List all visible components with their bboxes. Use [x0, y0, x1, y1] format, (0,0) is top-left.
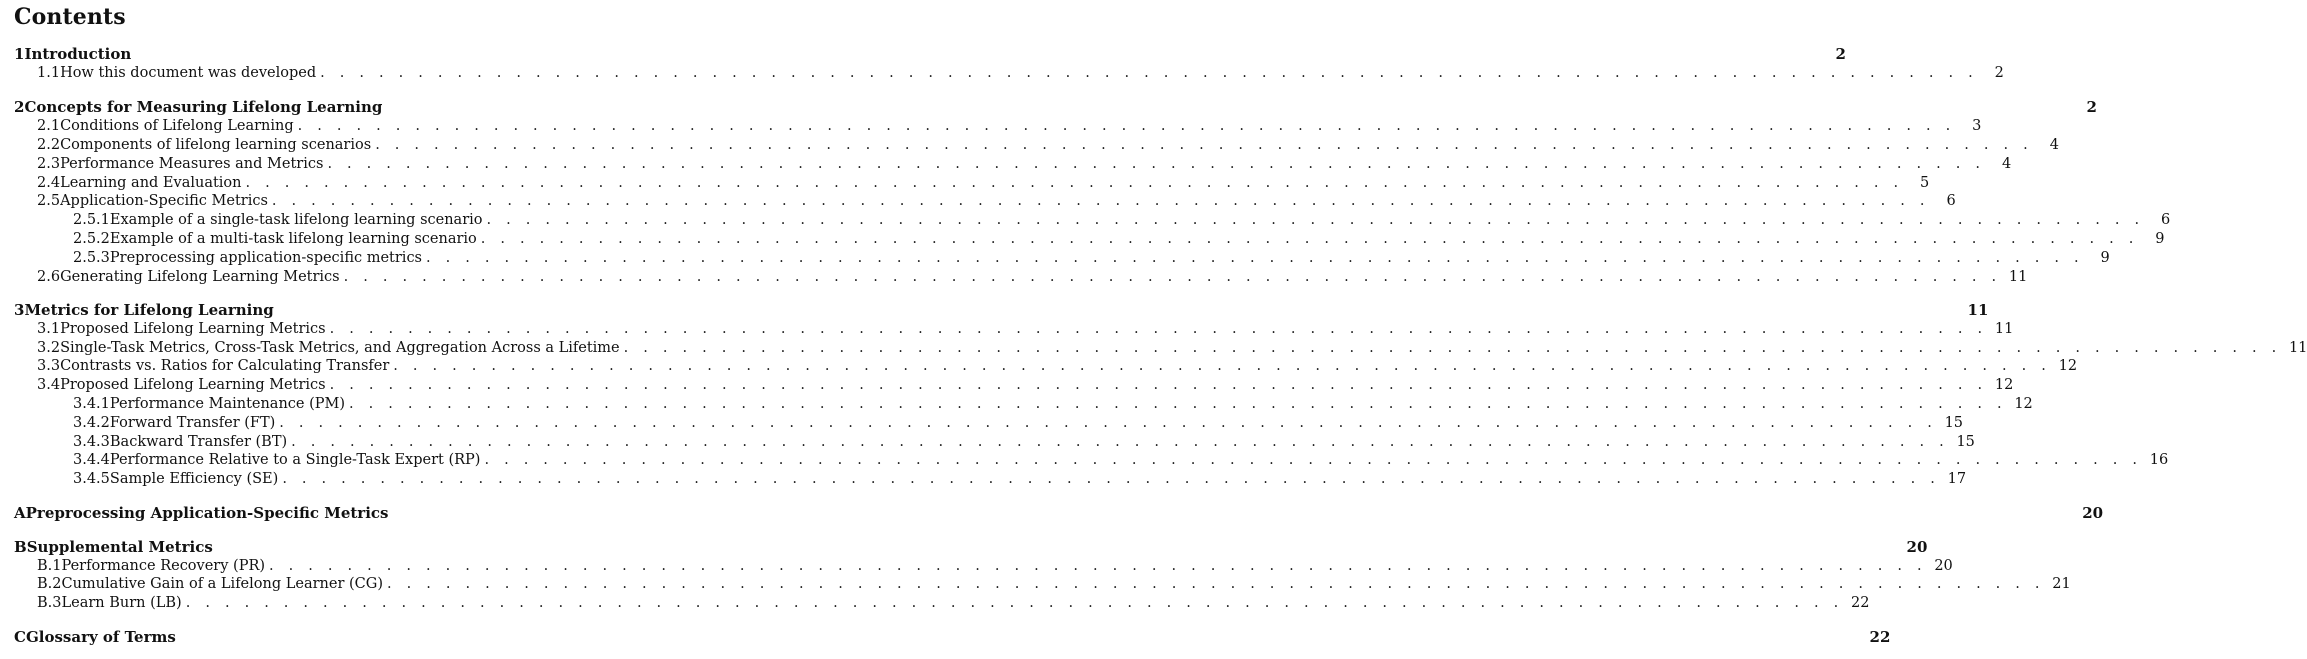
toc-entry[interactable] — [37, 557, 1953, 575]
toc-entry-number: 3.4.1 — [73, 396, 110, 412]
toc-entry[interactable] — [73, 230, 2165, 248]
toc-entry-number: 3.2 — [37, 340, 61, 356]
toc-dot-leader: . . . . . . . . . . . . . . . . . . . . . . . . . . . . . . . . . . . . . . . . . . . . . . . . . . . . . . . . . . . . . . . . . . . . . . . . . . . . . . . . . . . . . — [393, 358, 2052, 374]
toc-entry-page: 22 — [1869, 628, 1891, 646]
toc-entry-page: 6 — [1946, 193, 1956, 209]
toc-entry-title: Example of a multi-task lifelong learning scenario — [109, 231, 477, 247]
toc-dot-leader: . . . . . . . . . . . . . . . . . . . . . . . . . . . . . . . . . . . . . . . . . . . . . . . . . . . . . . . . . . . . . . . . . . . . . . . . . . . . . . . . . . . . . — [329, 377, 1988, 393]
toc-entry-title: Conditions of Lifelong Learning — [60, 118, 294, 134]
toc-entry-number: 2.5.2 — [73, 231, 110, 247]
toc-entry-page: 22 — [1851, 595, 1870, 611]
toc-entry-title: Performance Measures and Metrics — [60, 156, 324, 172]
toc-dot-leader: . . . . . . . . . . . . . . . . . . . . . . . . . . . . . . . . . . . . . . . . . . . . . . . . . . . . . . . . . . . . . . . . . . . . . . . . . . . . . . . . . . . . . — [386, 576, 2045, 592]
toc-entry-title: Concepts for Measuring Lifelong Learning — [24, 98, 383, 116]
toc-dot-leader: . . . . . . . . . . . . . . . . . . . . . . . . . . . . . . . . . . . . . . . . . . . . . . . . . . . . . . . . . . . . . . . . . . . . . . . . . . . . . . . . . . . . . — [269, 558, 1927, 574]
toc-entry-number: 2.5 — [37, 193, 61, 209]
toc-entry-page: 2 — [1994, 65, 2004, 81]
toc-entry-page: 5 — [1920, 175, 1930, 191]
toc-dot-leader: . . . . . . . . . . . . . . . . . . . . . . . . . . . . . . . . . . . . . . . . . . . . . . . . . . . . . . . . . . . . . . . . . . . . . . . . . . . . . . . . . . . . . — [282, 471, 1941, 487]
toc-dot-leader: . . . . . . . . . . . . . . . . . . . . . . . . . . . . . . . . . . . . . . . . . . . . . . . . . . . . . . . . . . . . . . . . . . . . . . . . . . . . . . . . . . . . . — [279, 415, 1938, 431]
toc-entry-number: 2.5.1 — [73, 212, 110, 228]
toc-entry-title: Example of a single-task lifelong learning scenario — [109, 212, 483, 228]
toc-entry-page: 12 — [1994, 377, 2014, 393]
toc-entry[interactable] — [37, 268, 2028, 286]
toc-entry[interactable] — [37, 376, 2014, 394]
toc-entry-number: 2.3 — [37, 156, 61, 172]
toc-entry-number: 1 — [14, 45, 25, 63]
toc-entry-page: 2 — [2086, 98, 2097, 116]
toc-entry-number: A — [14, 504, 26, 522]
toc-dot-leader: . . . . . . . . . . . . . . . . . . . . . . . . . . . . . . . . . . . . . . . . . . . . . . . . . . . . . . . . . . . . . . . . . . . . . . . . . . . . . . . . . . . . . — [329, 321, 1988, 337]
toc-entry-page: 15 — [1956, 434, 1975, 450]
toc-entry-page: 21 — [2052, 576, 2071, 592]
toc-entry-number: 3.1 — [37, 321, 61, 337]
toc-entry-page: 12 — [2014, 396, 2033, 412]
toc-entry-number: 3.3 — [37, 358, 61, 374]
toc-entry[interactable] — [73, 451, 2169, 469]
toc-entry-number: B.3 — [37, 595, 62, 611]
toc-entry-title: Metrics for Lifelong Learning — [24, 301, 274, 319]
toc-entry-title: Proposed Lifelong Learning Metrics — [60, 377, 326, 393]
toc-entry-number: B — [14, 538, 27, 556]
toc-entry[interactable] — [73, 211, 2171, 229]
toc-entry-title: Performance Relative to a Single-Task Expert (RP) — [109, 452, 481, 468]
toc-entry-title: Introduction — [24, 45, 132, 63]
toc-entry-page: 9 — [2100, 250, 2110, 266]
toc-dot-leader: . . . . . . . . . . . . . . . . . . . . . . . . . . . . . . . . . . . . . . . . . . . . . . . . . . . . . . . . . . . . . . . . . . . . . . . . . . . . . . . . . . . . . — [480, 231, 2139, 247]
toc-heading: Contents — [14, 4, 126, 30]
toc-entry-page: 16 — [2149, 452, 2169, 468]
toc-entry-page: 11 — [2288, 340, 2307, 356]
toc-entry-title: Preprocessing Application-Specific Metrics — [25, 504, 389, 522]
toc-dot-leader: . . . . . . . . . . . . . . . . . . . . . . . . . . . . . . . . . . . . . . . . . . . . . . . . . . . . . . . . . . . . . . . . . . . . . . . . . . . . . . . . . . . . . — [297, 118, 1956, 134]
toc-entry-title: How this document was developed — [60, 65, 317, 81]
toc-entry-title: Sample Efficiency (SE) — [109, 471, 279, 487]
toc-dot-leader: . . . . . . . . . . . . . . . . . . . . . . . . . . . . . . . . . . . . . . . . . . . . . . . . . . . . . . . . . . . . . . . . . . . . . . . . . . . . . . . . . . . . . — [320, 65, 1978, 81]
toc-dot-leader: . . . . . . . . . . . . . . . . . . . . . . . . . . . . . . . . . . . . . . . . . . . . . . . . . . . . . . . . . . . . . . . . . . . . . . . . . . . . . . . . . . . . . — [349, 396, 2007, 412]
toc-entry-number: 1.1 — [37, 65, 61, 81]
toc-entry[interactable] — [14, 628, 1891, 646]
toc-entry-title: Preprocessing application-specific metrics — [109, 250, 423, 266]
toc-entry[interactable] — [14, 538, 1928, 556]
toc-entry-title: Supplemental Metrics — [26, 538, 213, 556]
toc-entry-page: 4 — [2049, 137, 2059, 153]
toc-entry[interactable] — [37, 155, 2012, 173]
toc-entry[interactable] — [37, 575, 2071, 593]
toc-entry-page: 11 — [2008, 269, 2028, 285]
toc-entry-title: Backward Transfer (BT) — [109, 434, 288, 450]
toc-entry-page: 15 — [1944, 415, 1964, 431]
toc-entry-title: Proposed Lifelong Learning Metrics — [60, 321, 326, 337]
toc-entry[interactable] — [14, 45, 1846, 63]
toc-entry-title: Learn Burn (LB) — [61, 595, 182, 611]
toc-entry-page: 3 — [1972, 118, 1982, 134]
toc-dot-leader: . . . . . . . . . . . . . . . . . . . . . . . . . . . . . . . . . . . . . . . . . . . . . . . . . . . . . . . . . . . . . . . . . . . . . . . . . . . . . . . . . . . . . — [185, 595, 1844, 611]
toc-entry[interactable] — [14, 98, 2097, 116]
toc-entry-page: 12 — [2058, 358, 2078, 374]
toc-entry-page: 17 — [1947, 471, 1967, 487]
toc-entry-title: Learning and Evaluation — [60, 175, 242, 191]
toc-dot-leader: . . . . . . . . . . . . . . . . . . . . . . . . . . . . . . . . . . . . . . . . . . . . . . . . . . . . . . . . . . . . . . . . . . . . . . . . . . . . . . . . . . . . . — [327, 156, 1986, 172]
toc-entry[interactable] — [73, 470, 1967, 488]
toc-entry-page: 4 — [2001, 156, 2012, 172]
toc-entry[interactable] — [37, 594, 1870, 612]
toc-entry[interactable] — [73, 433, 1975, 451]
toc-entry-page: 9 — [2155, 231, 2165, 247]
toc-entry-title: Generating Lifelong Learning Metrics — [60, 269, 340, 285]
toc-dot-leader: . . . . . . . . . . . . . . . . . . . . . . . . . . . . . . . . . . . . . . . . . . . . . . . . . . . . . . . . . . . . . . . . . . . . . . . . . . . . . . . . . . . . . — [343, 269, 2002, 285]
toc-entry-title: Glossary of Terms — [25, 628, 176, 646]
toc-dot-leader: . . . . . . . . . . . . . . . . . . . . . . . . . . . . . . . . . . . . . . . . . . . . . . . . . . . . . . . . . . . . . . . . . . . . . . . . . . . . . . . . . . . . . — [623, 340, 2282, 356]
toc-entry-title: Application-Specific Metrics — [60, 193, 268, 209]
toc-entry-page: 11 — [1967, 301, 1989, 319]
toc-entry-number: 2 — [14, 98, 25, 116]
toc-entry-number: 2.6 — [37, 269, 61, 285]
toc-entry-number: 3.4.2 — [73, 415, 110, 431]
toc-entry-number: C — [14, 628, 26, 646]
toc-entry-page: 20 — [1906, 538, 1928, 556]
toc-dot-leader: . . . . . . . . . . . . . . . . . . . . . . . . . . . . . . . . . . . . . . . . . . . . . . . . . . . . . . . . . . . . . . . . . . . . . . . . . . . . . . . . . . . . . — [245, 175, 1904, 191]
toc-dot-leader: . . . . . . . . . . . . . . . . . . . . . . . . . . . . . . . . . . . . . . . . . . . . . . . . . . . . . . . . . . . . . . . . . . . . . . . . . . . . . . . . . . . . . — [484, 452, 2143, 468]
toc-entry[interactable] — [73, 414, 1964, 432]
toc-entry[interactable] — [37, 174, 1930, 192]
toc-entry-number: 3.4.4 — [73, 452, 110, 468]
toc-entry-title: Cumulative Gain of a Lifelong Learner (CG) — [61, 576, 383, 592]
toc-entry-number: 2.5.3 — [73, 250, 110, 266]
toc-entry-title: Performance Maintenance (PM) — [109, 396, 346, 412]
toc-entry-page: 11 — [1994, 321, 2014, 337]
toc-entry-number: 3 — [14, 301, 25, 319]
toc-dot-leader: . . . . . . . . . . . . . . . . . . . . . . . . . . . . . . . . . . . . . . . . . . . . . . . . . . . . . . . . . . . . . . . . . . . . . . . . . . . . . . . . . . . . . — [375, 137, 2033, 153]
toc-dot-leader: . . . . . . . . . . . . . . . . . . . . . . . . . . . . . . . . . . . . . . . . . . . . . . . . . . . . . . . . . . . . . . . . . . . . . . . . . . . . . . . . . . . . . — [426, 250, 2084, 266]
toc-entry-number: 3.4.3 — [73, 434, 110, 450]
toc-entry-number: 2.1 — [37, 118, 61, 134]
toc-entry-page: 20 — [2082, 504, 2104, 522]
toc-entry-title: Forward Transfer (FT) — [109, 415, 276, 431]
toc-entry[interactable] — [37, 136, 2059, 154]
toc-dot-leader: . . . . . . . . . . . . . . . . . . . . . . . . . . . . . . . . . . . . . . . . . . . . . . . . . . . . . . . . . . . . . . . . . . . . . . . . . . . . . . . . . . . . . — [291, 434, 1949, 450]
toc-entry[interactable] — [14, 504, 2104, 522]
toc-entry-title: Single-Task Metrics, Cross-Task Metrics, and Aggregation Across a Lifetime — [60, 340, 620, 356]
toc-entry[interactable] — [37, 64, 2004, 82]
toc-dot-leader: . . . . . . . . . . . . . . . . . . . . . . . . . . . . . . . . . . . . . . . . . . . . . . . . . . . . . . . . . . . . . . . . . . . . . . . . . . . . . . . . . . . . . — [486, 212, 2145, 228]
toc-entry[interactable] — [37, 339, 2307, 357]
toc-entry-title: Performance Recovery (PR) — [61, 558, 266, 574]
toc-entry-number: 2.4 — [37, 175, 61, 191]
toc-entry[interactable] — [37, 357, 2078, 375]
toc-entry-number: 2.2 — [37, 137, 61, 153]
toc-entry[interactable] — [73, 249, 2110, 267]
toc-entry[interactable] — [73, 395, 2033, 413]
toc-entry-title: Components of lifelong learning scenarios — [60, 137, 372, 153]
toc-entry[interactable] — [37, 117, 1982, 135]
toc-entry-number: B.1 — [37, 558, 62, 574]
toc-entry-page: 6 — [2161, 212, 2171, 228]
toc-entry-title: Contrasts vs. Ratios for Calculating Transfer — [60, 358, 390, 374]
toc-entry-number: B.2 — [37, 576, 62, 592]
toc-dot-leader: . . . . . . . . . . . . . . . . . . . . . . . . . . . . . . . . . . . . . . . . . . . . . . . . . . . . . . . . . . . . . . . . . . . . . . . . . . . . . . . . . . . . . — [271, 193, 1930, 209]
toc-entry-page: 2 — [1835, 45, 1846, 63]
toc-entry-number: 3.4 — [37, 377, 61, 393]
toc-entry-number: 3.4.5 — [73, 471, 110, 487]
toc-entry[interactable] — [14, 301, 1989, 319]
toc-entry-page: 20 — [1934, 558, 1953, 574]
toc-entry[interactable] — [37, 192, 1956, 210]
toc-entry[interactable] — [37, 320, 2014, 338]
